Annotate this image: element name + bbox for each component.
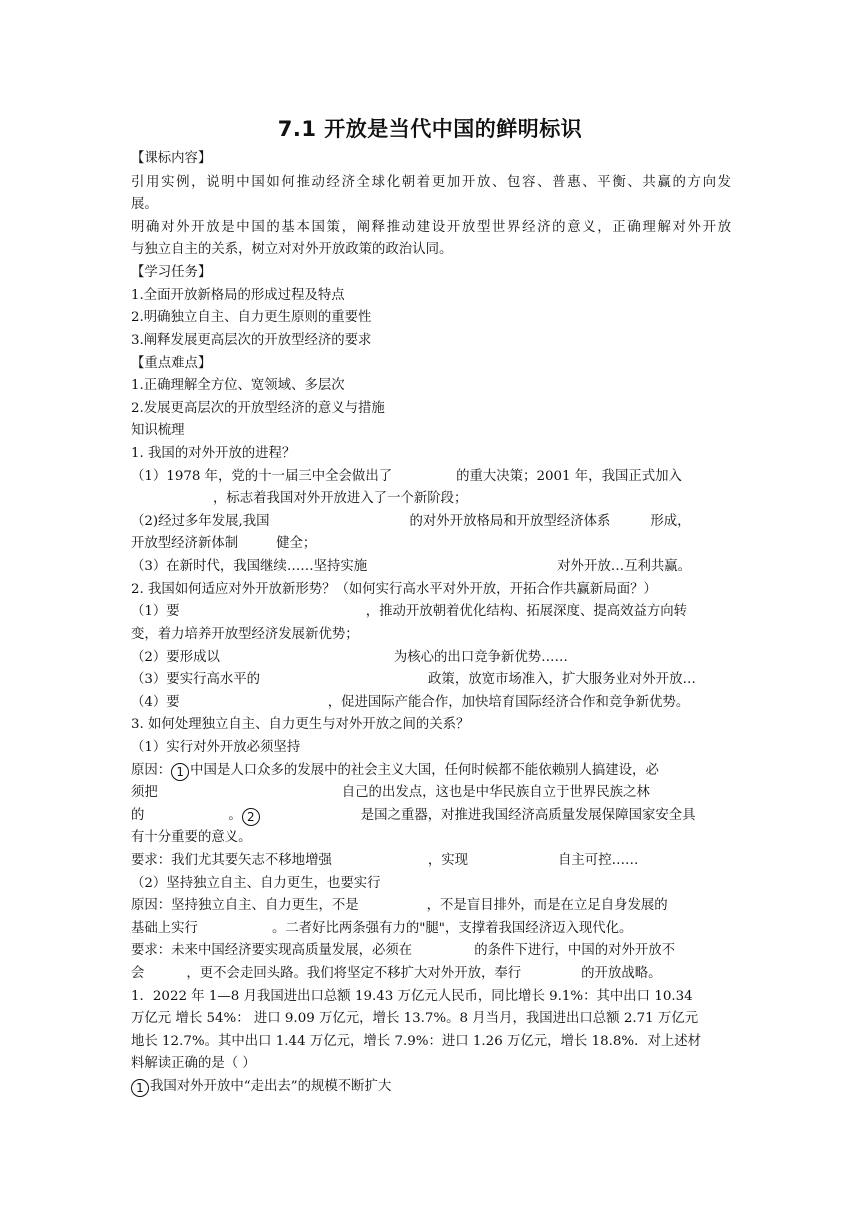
exercise-line: 地长 12.7%。其中出口 1.44 万亿元，增长 7.9%：进口 1.26 万亿元，增长 18.8%．对上述材: [131, 1034, 702, 1049]
text-segment: 的重大决策；2001 年，我国正式加入: [456, 469, 682, 484]
question-heading: 3. 如何处理独立自主、自力更生与对外开放之间的关系？: [131, 717, 470, 732]
exercise-line: 1．2022 年 1—8 月我国进出口总额 19.43 万亿元人民币，同比增长 9.1%：其中出口 10.34: [131, 989, 693, 1004]
paragraph-line: （1）实行对外开放必须坚持: [131, 740, 301, 755]
fill-line: [131, 807, 731, 826]
text-segment: 我国对外开放中“走出去”的规模不断扩大: [150, 1079, 392, 1094]
text-segment: 的对外开放格局和开放型经济体系: [409, 514, 611, 529]
text-segment: （1）1978 年，党的十一届三中全会做出了: [131, 469, 393, 484]
fill-line: [131, 468, 731, 486]
task-item: 2.明确独立自主、自力更生原则的重要性: [131, 310, 372, 325]
fill-line: [131, 513, 731, 531]
text-segment: （2）要形成以: [131, 650, 220, 665]
fill-line: [131, 920, 731, 938]
text-segment: 自主可控……: [558, 853, 639, 868]
fill-line: [131, 694, 731, 712]
text-segment: ，不是盲目排外，而是在立足自身发展的: [426, 898, 668, 913]
paragraph-line: 变，着力培养开放型经济发展新优势；: [131, 627, 359, 642]
fill-line: [131, 852, 731, 870]
text-segment: 的开放战略。: [581, 966, 662, 981]
text-segment: （3）在新时代，我国继续……坚持实施: [131, 559, 368, 574]
text-segment: 会: [131, 966, 145, 981]
fill-line: [131, 558, 731, 576]
text-segment: 为核心的出口竞争新优势……: [393, 650, 568, 665]
text-segment: ，实现: [427, 853, 469, 868]
text-segment: 原因：坚持独立自主、自力更生，不是: [131, 898, 359, 913]
text-segment: ，更不会走回头路。我们将坚定不移扩大对外开放，奉行: [186, 966, 522, 981]
fill-line: [131, 762, 731, 781]
section-heading-course: 【课标内容】: [131, 151, 212, 166]
section-heading-key-points: 【重点难点】: [131, 356, 212, 371]
section-heading-tasks: 【学习任务】: [131, 265, 212, 280]
text-segment: （2)经过多年发展,我国: [131, 514, 270, 529]
paragraph-line: 有十分重要的意义。: [131, 830, 252, 845]
question-heading: 1. 我国的对外开放的进程？: [131, 446, 296, 461]
key-item: 2.发展更高层次的开放型经济的意义与措施: [131, 401, 385, 416]
text-segment: （4）要: [131, 695, 180, 710]
page-title: 7.1 开放是当代中国的鲜明标识: [277, 117, 583, 141]
text-segment: 自己的出发点，这也是中华民族自立于世界民族之林: [341, 785, 650, 800]
fill-line: [131, 671, 731, 689]
text-segment: 形成，: [650, 514, 691, 529]
fill-line: [131, 535, 731, 553]
key-item: 1.正确理解全方位、宽领域、多层次: [131, 378, 345, 393]
task-item: 1.全面开放新格局的形成过程及特点: [131, 288, 345, 303]
question-heading: 2. 我国如何适应对外开放新形势？（如何实行高水平对外开放，开拓合作共赢新局面？）: [131, 582, 657, 597]
task-item: 3.阐释发展更高层次的开放型经济的要求: [131, 333, 372, 348]
text-segment: 政策，放宽市场准入，扩大服务业对外开放…: [428, 672, 696, 687]
fill-line: [131, 942, 731, 960]
exercise-line: 万亿元 增长 54%： 进口 9.09 万亿元，增长 13.7%。8 月当月，我国进出口总额 2.71 万亿元: [131, 1011, 699, 1026]
text-segment: ，推动开放朝着优化结构、拓展深度、提高效益方向转: [365, 604, 688, 619]
paragraph-line: 明确对外开放是中国的基本国策，阐释推动建设开放型世界经济的意义，正确理解对外开放: [131, 220, 731, 235]
circled-number: 1: [171, 763, 189, 781]
text-segment: 原因：: [131, 763, 172, 778]
fill-line: [131, 603, 731, 621]
text-segment: （1）要: [131, 604, 180, 619]
circled-number: 1: [131, 1079, 149, 1097]
fill-line: [131, 649, 731, 667]
fill-line: [131, 490, 731, 508]
text-segment: 。二者好比两条强有力的"腿"，支撑着我国经济迈入现代化。: [271, 921, 633, 936]
fill-line: [131, 784, 731, 802]
text-segment: 开放型经济新体制: [131, 536, 239, 551]
text-segment: 健全；: [276, 536, 317, 551]
paragraph-line: 展。: [131, 197, 158, 212]
text-segment: 的: [131, 808, 145, 823]
exercise-line: 料解读正确的是（ ）: [131, 1056, 256, 1071]
circled-number: 2: [242, 808, 260, 826]
text-segment: 须把: [131, 785, 158, 800]
text-segment: 要求：我们尤其要矢志不移地增强: [131, 853, 332, 868]
fill-line: [131, 897, 731, 915]
answer-option: [131, 1078, 731, 1097]
text-segment: 对外开放…互利共赢。: [557, 559, 692, 574]
text-segment: 。: [228, 808, 242, 823]
paragraph-line: 引用实例，说明中国如何推动经济全球化朝着更加开放、包容、普惠、平衡、共赢的方向发: [131, 175, 731, 190]
knowledge-heading: 知识梳理: [131, 423, 185, 438]
paragraph-line: 与独立自主的关系，树立对对外开放政策的政治认同。: [131, 242, 453, 257]
text-segment: 中国是人口众多的发展中的社会主义大国，任何时候都不能依赖别人搞建设，必: [190, 763, 659, 778]
text-segment: ，标志着我国对外开放进入了一个新阶段；: [213, 491, 468, 506]
text-segment: 基础上实行: [131, 921, 198, 936]
text-segment: 是国之重器，对推进我国经济高质量发展保障国家安全具: [360, 808, 696, 823]
text-segment: ，促进国际产能合作，加快培育国际经济合作和竞争新优势。: [327, 695, 690, 710]
paragraph-line: （2）坚持独立自主、自力更生，也要实行: [131, 876, 381, 891]
text-segment: 要求：未来中国经济要实现高质量发展，必须在: [131, 943, 413, 958]
text-segment: （3）要实行高水平的: [131, 672, 261, 687]
text-segment: 的条件下进行，中国的对外开放不: [474, 943, 676, 958]
fill-line: [131, 965, 731, 983]
